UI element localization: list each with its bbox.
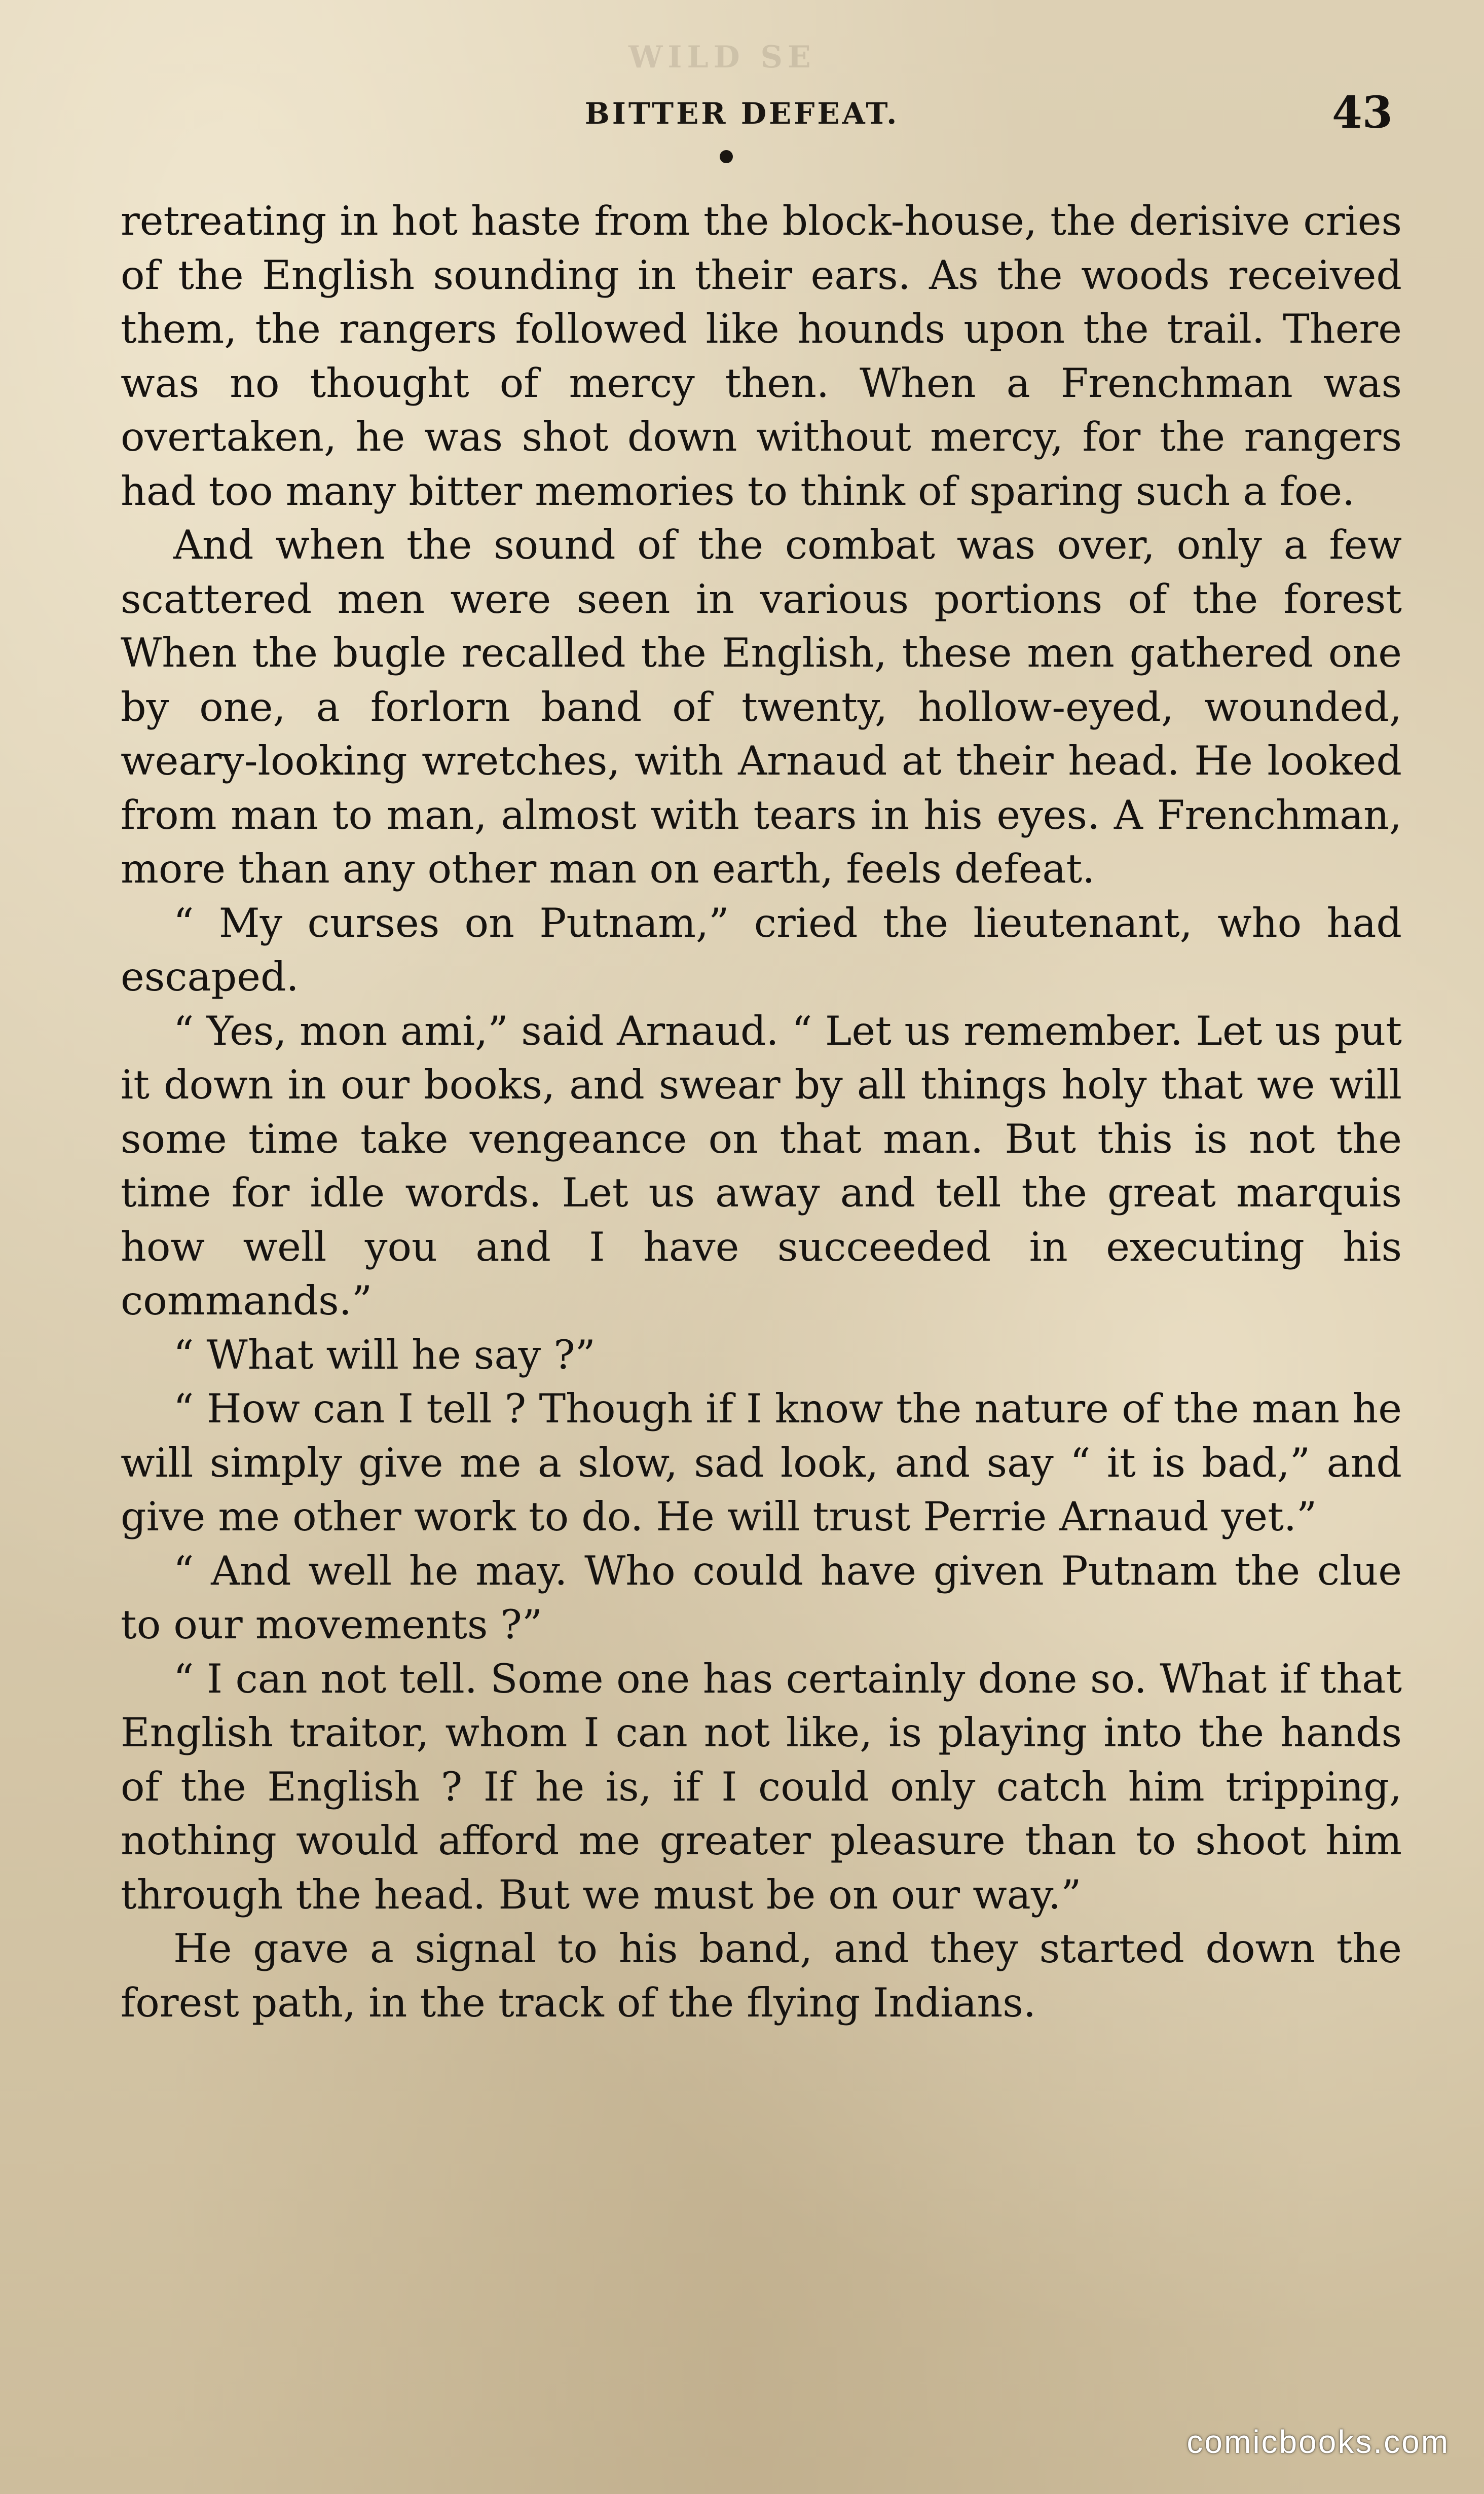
- paragraph: “ What will he say ?”: [173, 1331, 596, 1378]
- paragraph: retreating in hot haste from the block-house, the derisive cries of the English sounding in their ears. As the woods received them, the rangers followed like hounds upon the trail. There was no thought of mercy then. When a Frenchman was overtaken, he was shot down without mercy, for the rangers had too many bitter memories to think of sparing such a foe.: [121, 198, 1402, 515]
- paragraph: “ Yes, mon ami,” said Arnaud. “ Let us remember. Let us put it down in our books, and swear by all things holy that we will some time take vengeance on that man. But this is not the time for idle words. Let us away and tell the great marquis how well you and I have succeeded in executing his commands.”: [121, 1007, 1402, 1324]
- running-head: BITTER DEFEAT.: [584, 96, 900, 131]
- paragraph: “ How can I tell ? Though if I know the nature of the man he will simply give me a slow, sad look, and say “ it is bad,” and give me other work to do. He will trust Perrie Arnaud yet.”: [121, 1385, 1402, 1540]
- page-number: 43: [1332, 87, 1393, 138]
- paragraph: “ And well he may. Who could have given Putnam the clue to our movements ?”: [121, 1547, 1402, 1648]
- paragraph: And when the sound of the combat was over, only a few scattered men were seen in various portions of the forest When the bugle recalled the English, these men gathered one by one, a forlorn band of twenty, hollow-eyed, wounded, weary-looking wretches, with Arnaud at their head. He looked from man to man, almost with tears in his eyes. A Frenchman, more than any other man on earth, feels defeat.: [121, 522, 1402, 892]
- paragraph: “ I can not tell. Some one has certainly done so. What if that English traitor, whom I can not like, is playing into the hands of the English ? If he is, if I could only catch him tripping, nothing would afford me greater pleasure than to shoot him through the head. But we must be on our way.”: [121, 1655, 1402, 1918]
- bleed-through-text: WILD SE: [628, 40, 816, 75]
- ornament-dot: [720, 150, 733, 163]
- paragraph: He gave a signal to his band, and they started down the forest path, in the track of the flying Indians.: [121, 1925, 1402, 2026]
- body-text: [121, 194, 1402, 2030]
- page-header: [0, 87, 1484, 143]
- watermark: comicbooks.com: [1186, 2424, 1450, 2460]
- paragraph: “ My curses on Putnam,” cried the lieutenant, who had escaped.: [121, 899, 1402, 1000]
